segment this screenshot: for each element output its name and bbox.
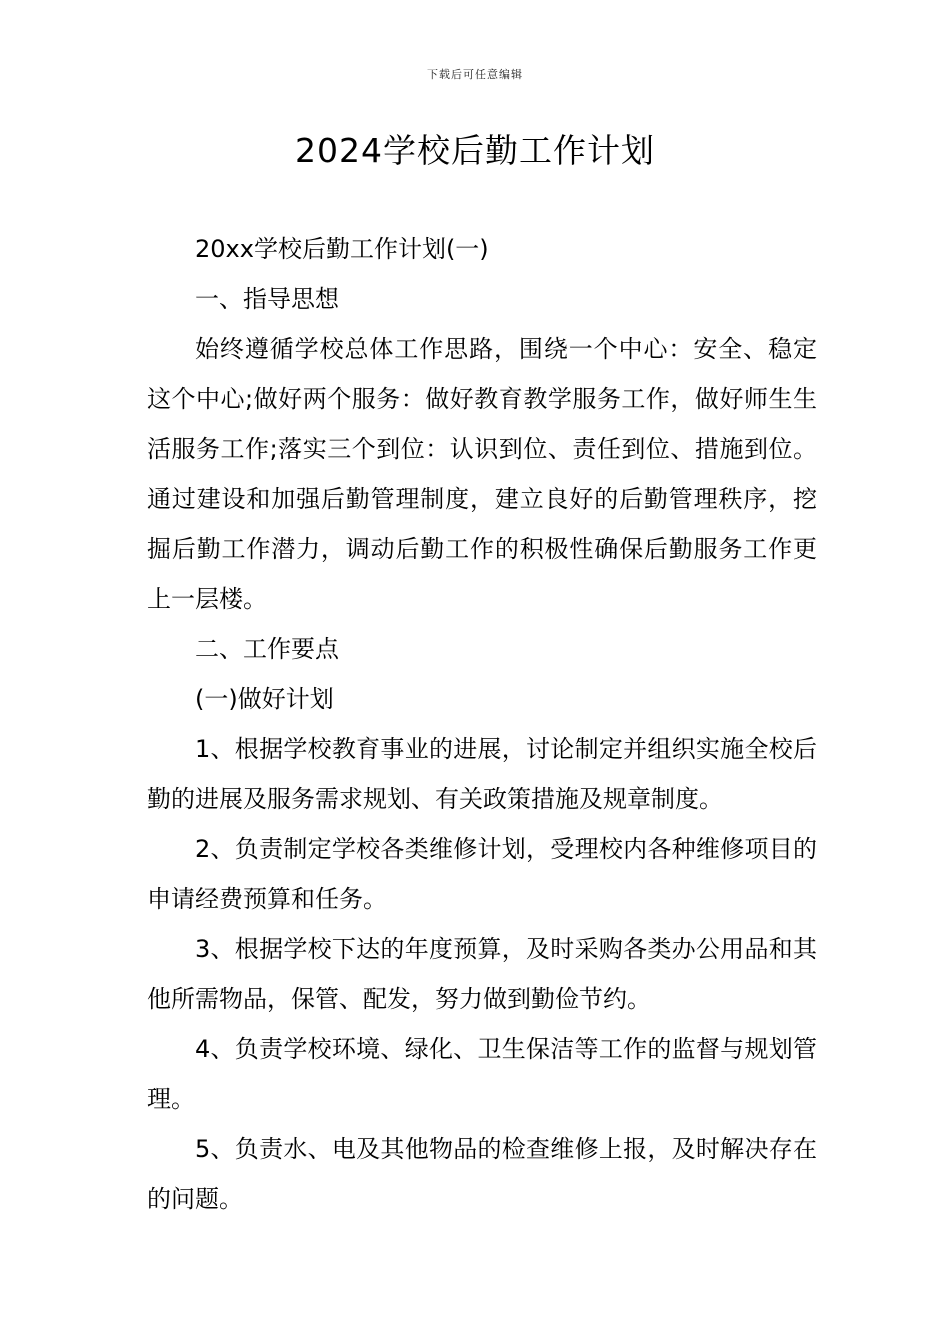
section-heading-plan-one: 20xx学校后勤工作计划(一) — [195, 235, 489, 263]
subsection-heading-planning: (一)做好计划 — [195, 685, 334, 713]
header-note: 下载后可任意编辑 — [427, 68, 523, 81]
list-item-2: 2、负责制定学校各类维修计划，受理校内各种维修项目的申请经费预算和任务。 — [147, 835, 817, 913]
section-heading-work-points: 二、工作要点 — [195, 635, 339, 663]
list-item-3: 3、根据学校下达的年度预算，及时采购各类办公用品和其他所需物品，保管、配发，努力做到勤俭节约。 — [147, 935, 817, 1013]
document-title: 2024学校后勤工作计划 — [295, 131, 655, 170]
paragraph-guiding-thought: 始终遵循学校总体工作思路，围绕一个中心：安全、稳定这个中心;做好两个服务：做好教育教学服务工作，做好师生生活服务工作;落实三个到位：认识到位、责任到位、措施到位。通过建设和加强后勤管理制度，建立良好的后勤管理秩序，挖掘后勤工作潜力，调动后勤工作的积极性确保后勤服务工作更上一层楼。 — [147, 335, 817, 613]
section-heading-guiding-thought: 一、指导思想 — [195, 285, 339, 313]
list-item-5: 5、负责水、电及其他物品的检查维修上报，及时解决存在的问题。 — [147, 1135, 817, 1213]
document-body — [147, 224, 817, 1224]
list-item-4: 4、负责学校环境、绿化、卫生保洁等工作的监督与规划管理。 — [147, 1035, 817, 1113]
list-item-1: 1、根据学校教育事业的进展，讨论制定并组织实施全校后勤的进展及服务需求规划、有关政策措施及规章制度。 — [147, 735, 817, 813]
